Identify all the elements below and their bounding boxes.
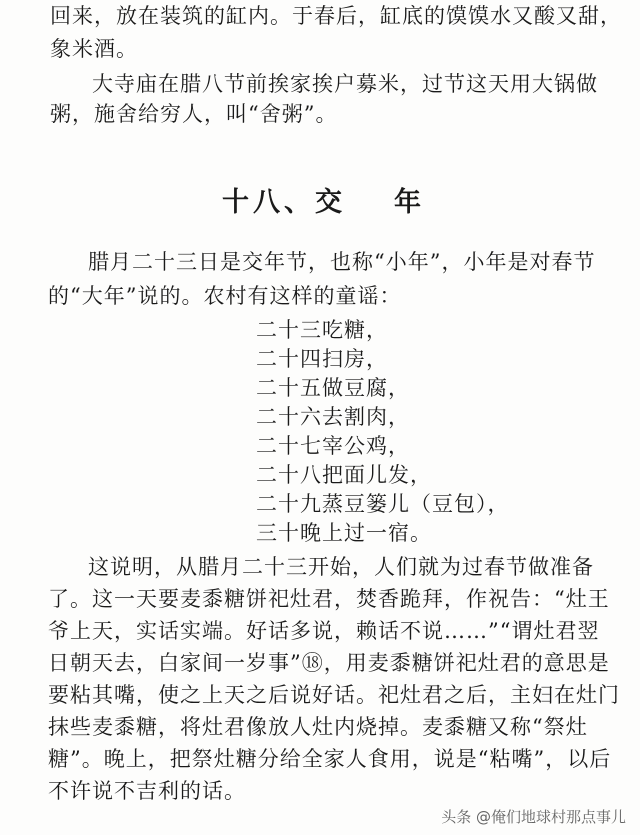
text-line: 象米酒。 (50, 37, 138, 61)
text-line: 要粘其嘴，使之上天之后说好话。祀灶君之后，主妇在灶门 (48, 683, 620, 707)
text-line: 爷上天，实话实端。好话多说，赖话不说……”“谓灶君翌 (48, 619, 600, 643)
watermark: 头条 @俺们地球村那点事儿 (441, 808, 626, 826)
text-line: 粥，施舍给穷人，叫“舍粥”。 (50, 102, 338, 126)
verse-line: 二十三吃糖， (256, 318, 388, 342)
text-line: 糖”。晚上，把祭灶糖分给全家人食用，说是“粘嘴”，以后 (48, 747, 612, 771)
text-line: 不许说不吉利的话。 (48, 779, 246, 803)
verse-line: 二十九蒸豆篓儿（豆包）， (256, 492, 510, 516)
text-line: 了。这一天要麦黍糖饼祀灶君，焚香跪拜，作祝告：“灶王 (48, 587, 610, 611)
verse-line: 二十八把面儿发， (256, 463, 432, 487)
section-heading-part1: 十八、交 (222, 187, 346, 218)
verse-line: 二十四扫房， (256, 347, 388, 371)
verse-line: 二十五做豆腐， (256, 376, 410, 400)
text-line: 抹些麦黍糖，将灶君像放人灶内烧掉。麦黍糖又称“祭灶 (48, 715, 588, 739)
text-line: 这说明，从腊月二十三开始，人们就为过春节做准备 (88, 555, 594, 579)
verse-line: 三十晚上过一宿。 (256, 521, 432, 545)
text-line: 腊月二十三日是交年节，也称“小年”，小年是对春节 (88, 250, 596, 274)
text-line: 日朝天去，白家间一岁事”⑱，用麦黍糖饼祀灶君的意思是 (48, 651, 610, 675)
section-heading-part2: 年 (394, 187, 425, 218)
text-line: 回来，放在装筑的缸内。于春后，缸底的馍馍水又酸又甜， (50, 4, 622, 28)
section-heading (222, 180, 425, 219)
text-line: 的“大年”说的。农村有这样的童谣： (48, 284, 402, 308)
verse-line: 二十七宰公鸡， (256, 434, 410, 458)
text-line: 大寺庙在腊八节前挨家挨户募米，过节这天用大锅做 (92, 72, 598, 96)
verse-line: 二十六去割肉， (256, 405, 410, 429)
